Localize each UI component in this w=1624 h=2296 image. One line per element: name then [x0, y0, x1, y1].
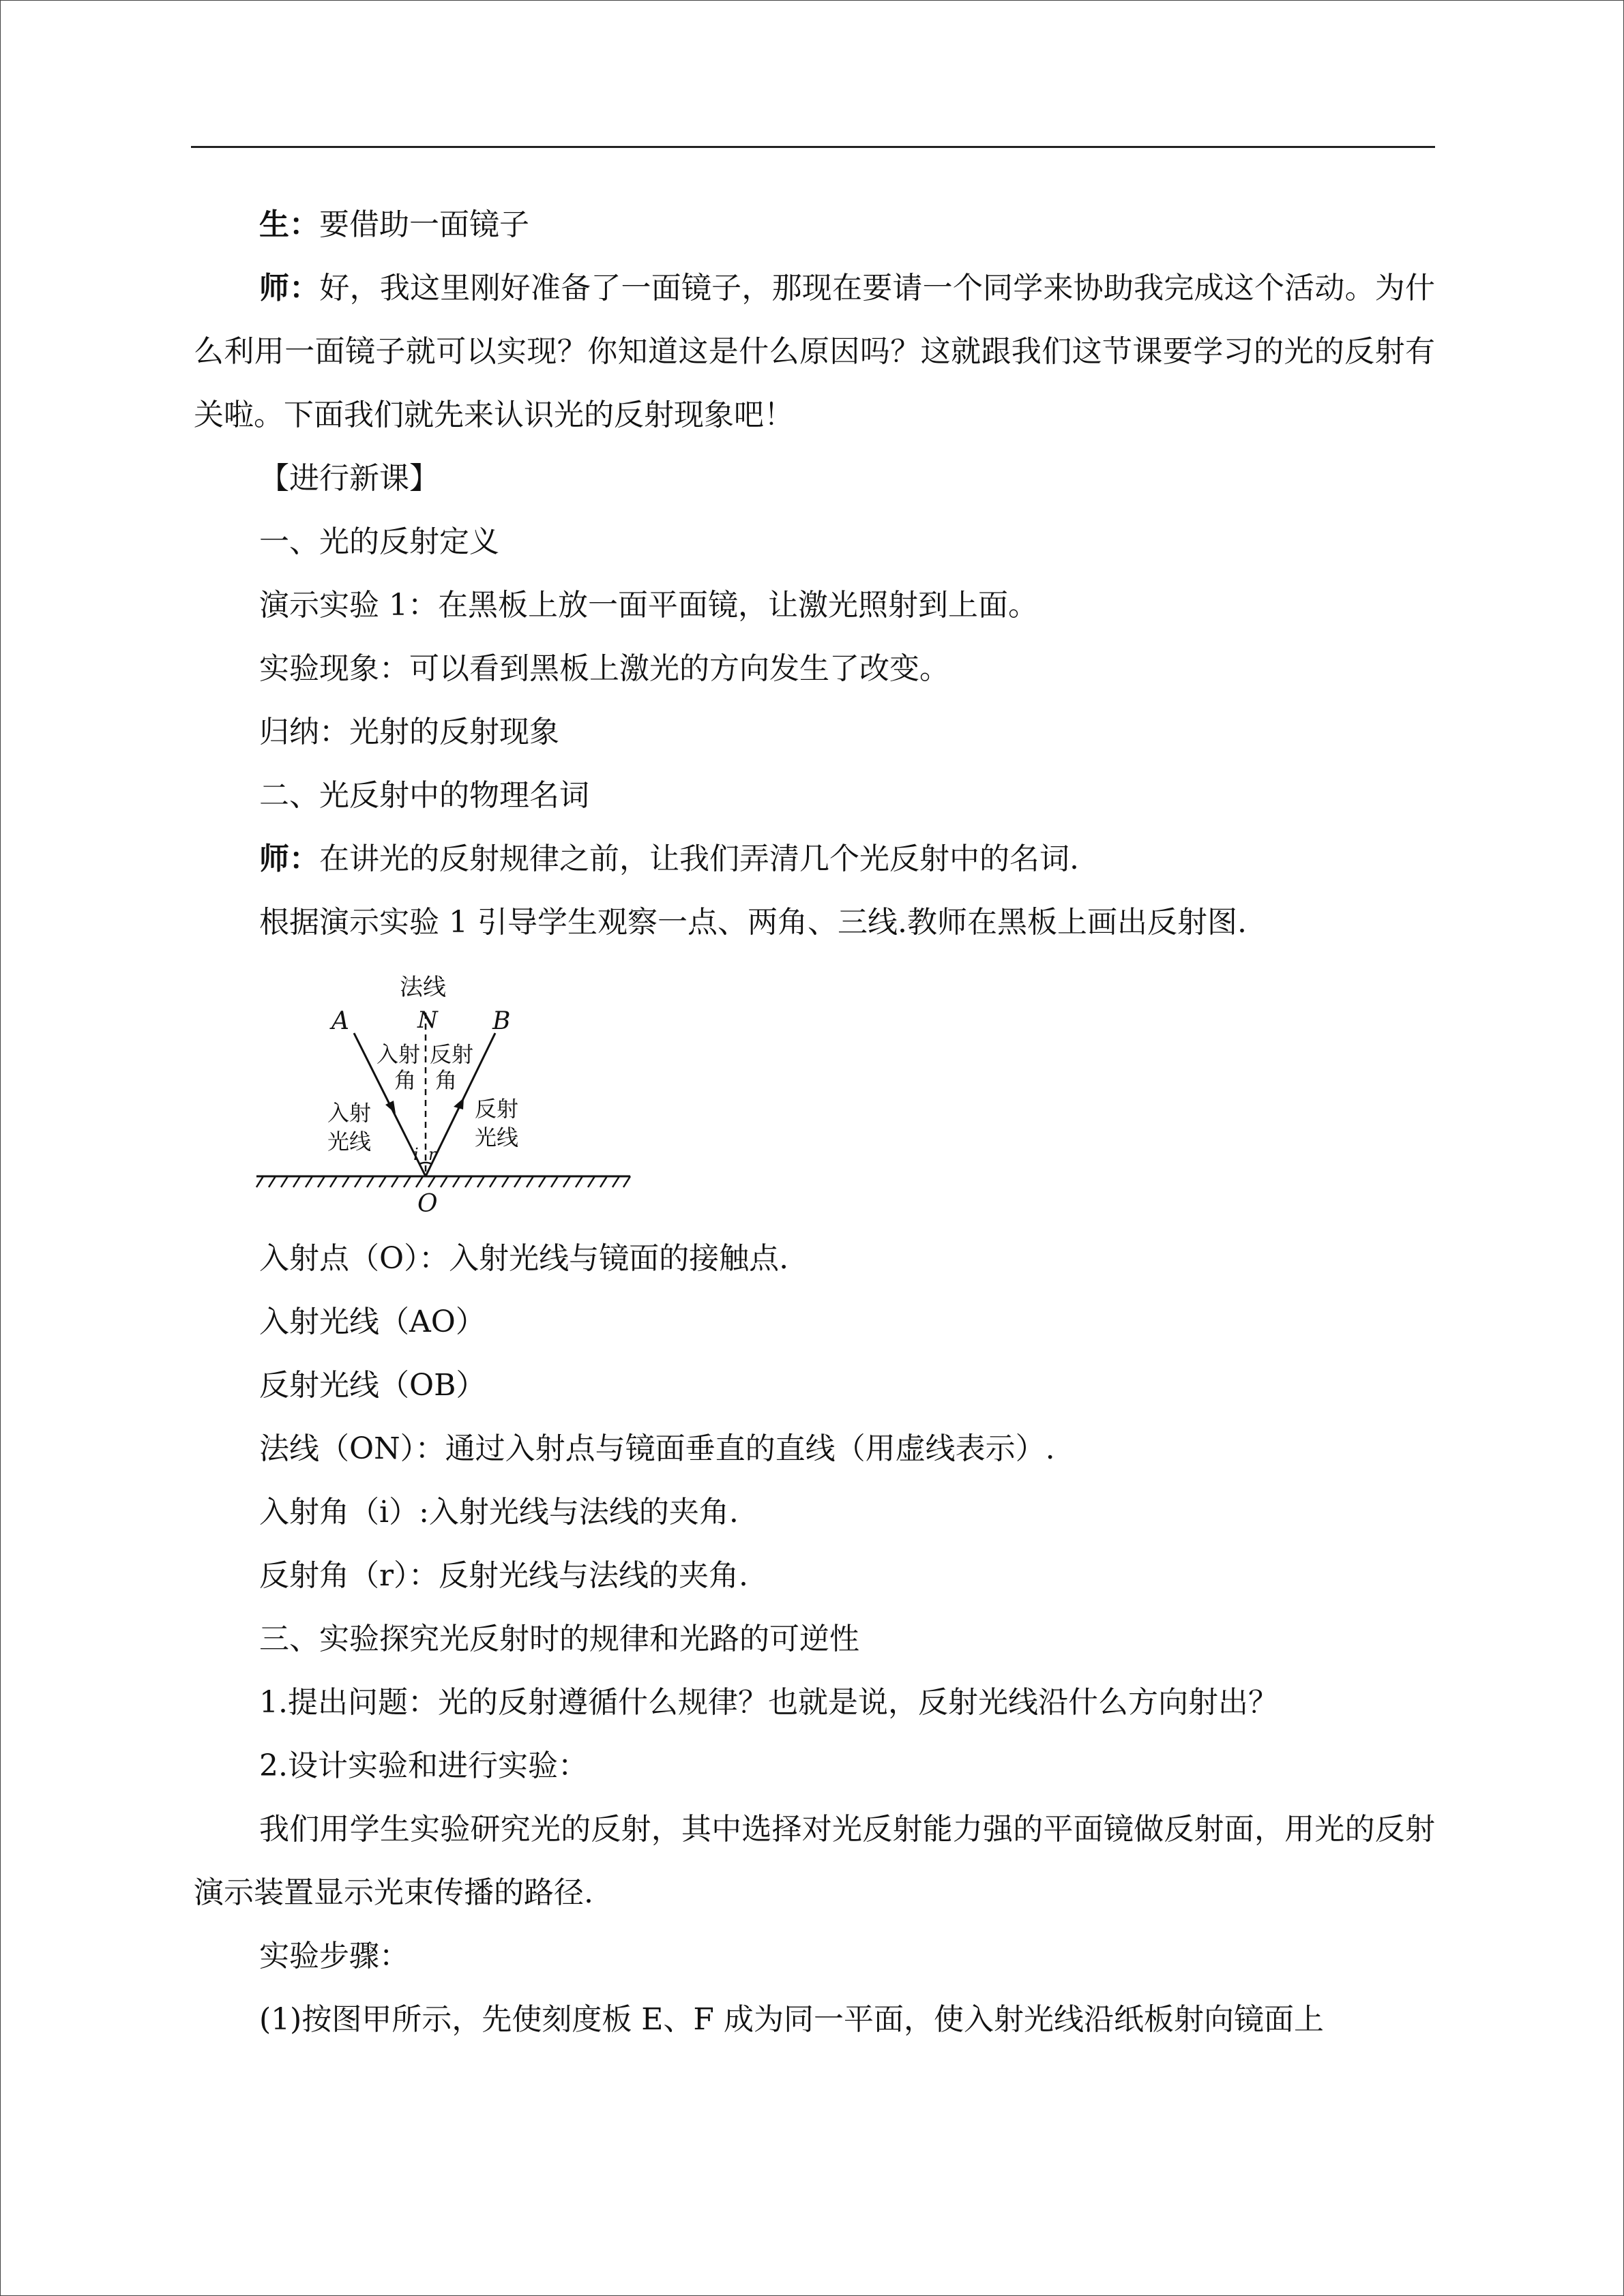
speaker-teacher-2: 师：: [259, 841, 319, 876]
part3-design: 2.设计实验和进行实验：: [259, 1748, 588, 1783]
label-b: B: [492, 1007, 511, 1035]
part3-method: 我们用学生实验研究光的反射，其中选择对光反射能力强的平面镜做反射面，用光的反射演示装置显示光束传播的路径.: [194, 1812, 1435, 1910]
part2-guide: 根据演示实验 1 引导学生观察一点、两角、三线.教师在黑板上画出反射图.: [259, 905, 1247, 940]
term-reflected-ray: 反射光线（OB）: [259, 1368, 486, 1403]
part3-question: 1.提出问题：光的反射遵循什么规律？也就是说，反射光线沿什么方向射出？: [259, 1685, 1278, 1720]
normal-label: 法线: [400, 974, 446, 1001]
incident-ray-label-2: 光线: [327, 1129, 372, 1154]
angle-r-label: r: [428, 1145, 437, 1164]
diagram-block: [194, 954, 1435, 1227]
incident-arrow: [385, 1101, 396, 1114]
reflect-angle-label-2: 角: [435, 1067, 458, 1093]
header-rule: [191, 146, 1435, 148]
student-text: 要借助一面镜子: [319, 207, 529, 242]
label-a: A: [331, 1007, 349, 1035]
speaker-student: 生：: [259, 207, 319, 242]
part1-demo: 演示实验 1：在黑板上放一面平面镜，让激光照射到上面。: [259, 588, 1038, 623]
teacher-text: 好，我这里刚好准备了一面镜子，那现在要请一个同学来协助我完成这个活动。为什么利用一面镜子就可以实现？你知道这是什么原因吗？这就跟我们这节课要学习的光的反射有关啦。下面我们就先来认识光的反射现象吧！: [194, 271, 1435, 432]
part3-step1: (1)按图甲所示，先使刻度板 E、F 成为同一平面，使入射光线沿纸板射向镜面上: [259, 2002, 1324, 2037]
reflect-ray-label-2: 光线: [475, 1124, 519, 1150]
part1-summary: 归纳：光射的反射现象: [259, 715, 559, 749]
reflection-diagram: [221, 958, 658, 1217]
part1-heading: 一、光的反射定义: [259, 524, 499, 559]
student-line: [194, 193, 1435, 256]
label-o: O: [417, 1190, 438, 1217]
incident-angle-label-1: 入射: [377, 1041, 421, 1067]
teacher-line: [194, 256, 1435, 447]
incident-ray-label-1: 入射: [327, 1100, 372, 1126]
mirror-hatch: [256, 1176, 630, 1187]
section-label: 【进行新课】: [259, 461, 439, 496]
term-incident-angle: 入射角（i）:入射光线与法线的夹角.: [259, 1495, 739, 1530]
angle-i-label: i: [413, 1145, 419, 1164]
reflect-ray-label-1: 反射: [475, 1096, 519, 1122]
reflect-angle-label-1: 反射: [430, 1041, 474, 1067]
part3-heading: 三、实验探究光反射时的规律和光路的可逆性: [259, 1622, 859, 1656]
part2-teacher-text: 在讲光的反射规律之前，让我们弄清几个光反射中的名词.: [319, 841, 1079, 876]
term-incident-point: 入射点（O）：入射光线与镜面的接触点.: [259, 1241, 789, 1276]
term-reflect-angle: 反射角（r）：反射光线与法线的夹角.: [259, 1558, 749, 1593]
term-incident-ray: 入射光线（AO）: [259, 1304, 486, 1339]
label-n: N: [417, 1007, 438, 1034]
part2-heading: 二、光反射中的物理名词: [259, 778, 589, 813]
speaker-teacher: 师：: [259, 271, 320, 305]
part1-phenomenon: 实验现象：可以看到黑板上激光的方向发生了改变。: [259, 651, 949, 686]
part2-teacher-line: [194, 827, 1435, 891]
reflected-arrow: [454, 1098, 464, 1109]
part3-steps-label: 实验步骤：: [259, 1939, 409, 1973]
document-body: [194, 193, 1435, 2051]
term-normal: 法线（ON）：通过入射点与镜面垂直的直线（用虚线表示）.: [259, 1431, 1055, 1466]
incident-angle-label-2: 角: [394, 1067, 417, 1093]
